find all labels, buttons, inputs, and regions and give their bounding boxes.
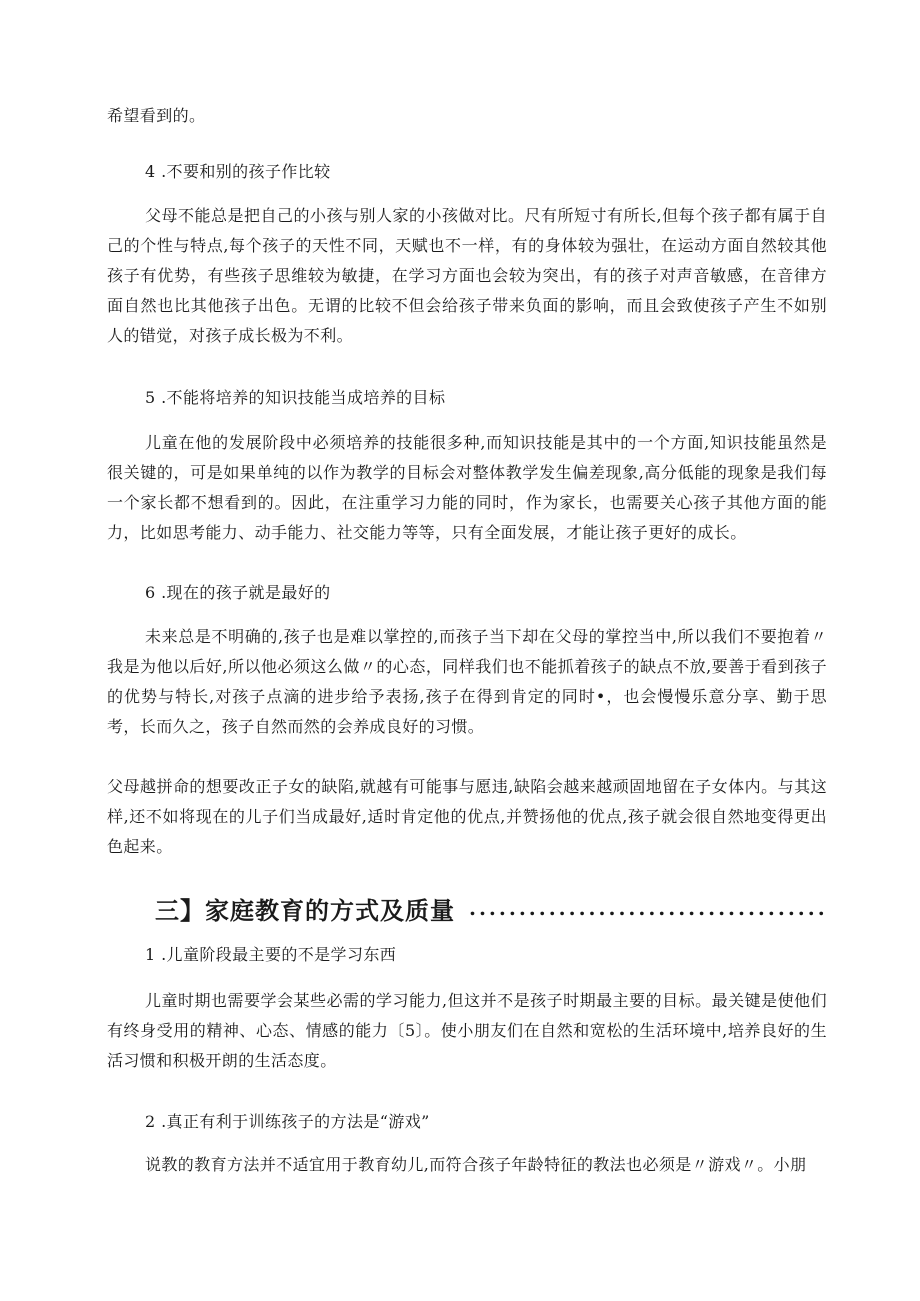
section3-item-heading-1: 1 .儿童阶段最主要的不是学习东西 xyxy=(145,945,397,964)
item-heading-5: 5 .不能将培养的知识技能当成培养的目标 xyxy=(145,388,446,407)
paragraph-item-4: 父母不能总是把自己的小孩与别人家的小孩做对比。尺有所短寸有所长,但每个孩子都有属于自己的个性与特点,每个孩子的天性不同，天赋也不一样，有的身体较为强壮，在运动方面自然较其他孩子有优势，有些孩子思维较为敏捷，在学习方面也会较为突出，有的孩子对声音敏感，在音律方面自然也比其他孩子出色。无谓的比较不但会给孩子带来负面的影响，而且会致使孩子产生不如别人的错觉，对孩子成长极为不利。 xyxy=(107,206,827,345)
item-heading-4: 4 .不要和别的孩子作比较 xyxy=(145,162,331,181)
toc-leader-dots xyxy=(455,896,825,920)
paragraph-item-6: 未来总是不明确的,孩子也是难以掌控的,而孩子当下却在父母的掌控当中,所以我们不要抱着〃我是为他以后好,所以他必须这么做〃的心态，同样我们也不能抓着孩子的缺点不放,要善于看到孩子的优势与特长,对孩子点滴的进步给予表扬,孩子在得到肯定的同时•，也会慢慢乐意分享、勤于思考，长而久之，孩子自然而然的会养成良好的习惯。 xyxy=(107,627,827,736)
paragraph-fragment: 希望看到的。 xyxy=(107,106,206,125)
paragraph-section3-item-1: 儿童时期也需要学会某些必需的学习能力,但这并不是孩子时期最主要的目标。最关键是使他们有终身受用的精神、心态、情感的能力〔5〕。使小朋友们在自然和宽松的生活环境中,培养良好的生活习惯和积极开朗的生活态度。 xyxy=(107,991,827,1070)
section-heading xyxy=(155,890,825,926)
item-heading-6: 6 .现在的孩子就是最好的 xyxy=(145,583,331,602)
paragraph-section3-item-2: 说教的教育方法并不适宜用于教育幼儿,而符合孩子年龄特征的教法也必须是〃游戏〃。小朋 xyxy=(145,1155,807,1174)
section-title: 三】家庭教育的方式及质量 xyxy=(155,896,455,925)
paragraph-item-6-followup: 父母越拼命的想要改正子女的缺陷,就越有可能事与愿违,缺陷会越来越顽固地留在子女体内。与其这样,还不如将现在的儿子们当成最好,适时肯定他的优点,并赞扬他的优点,孩子就会很自然地变得更出色起来。 xyxy=(107,777,827,856)
section3-item-heading-2: 2 .真正有利于训练孩子的方法是“游戏” xyxy=(145,1112,430,1131)
paragraph-item-5: 儿童在他的发展阶段中必须培养的技能很多种,而知识技能是其中的一个方面,知识技能虽然是很关键的，可是如果单纯的以作为教学的目标会对整体教学发生偏差现象,高分低能的现象是我们每一个家长都不想看到的。因此，在注重学习力能的同时，作为家长，也需要关心孩子其他方面的能力，比如思考能力、动手能力、社交能力等等，只有全面发展，才能让孩子更好的成长。 xyxy=(107,433,827,542)
